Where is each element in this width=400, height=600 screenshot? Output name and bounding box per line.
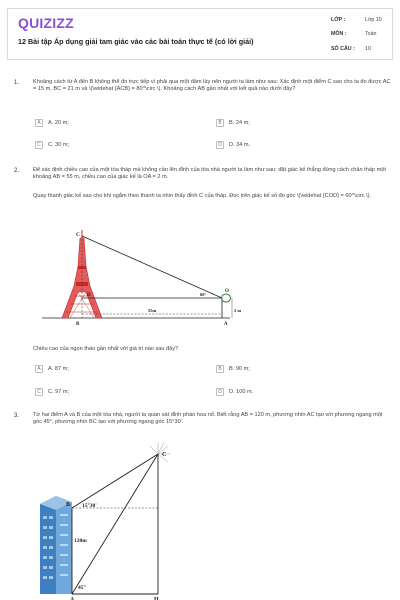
q2-option-b-badge[interactable]: B [216,365,224,373]
fireworks-icon [150,442,170,462]
class-label: LỚP : [331,17,346,23]
worksheet-title: 12 Bài tập Áp dụng giải tam giác vào các bài toán thực tế (có lời giải) [18,37,254,46]
q1-option-c-badge[interactable]: C [35,141,43,149]
question-count-value: 10 [365,46,371,52]
subject-label: MÔN : [331,31,347,37]
angle-a-label: 45° [78,585,86,591]
quizizz-logo: QUIZIZZ [18,15,74,31]
q1-option-a[interactable]: A. 20 m; [48,120,69,126]
q1-option-c[interactable]: C. 30 m; [48,142,70,148]
q2-option-a[interactable]: A. 87 m; [48,366,69,372]
q2-option-b[interactable]: B. 90 m; [229,366,250,372]
question-2-prompt: Chiều cao của ngọn tháo gần nhất với giá trị nào sau đây? [33,346,179,352]
q2-option-c-badge[interactable]: C [35,388,43,396]
sight-line [82,236,222,298]
label-b: B [66,502,71,508]
length-ab-label: 120m [74,538,87,544]
q2-option-d-badge[interactable]: D [216,388,224,396]
height-label: 2 m [234,308,242,313]
label-c: C [162,452,167,458]
question-3-number: 3. [14,413,20,419]
label-d: D [87,293,91,298]
q1-option-b[interactable]: B. 24 m; [229,120,250,126]
sight-line-ac [72,454,158,594]
label-a: A [224,322,228,326]
label-c: C [76,232,80,238]
question-2-number: 2. [14,168,20,174]
building-icon [40,496,72,594]
distance-label: 55m [148,308,157,313]
label-o: O [225,289,229,294]
q1-option-a-badge[interactable]: A [35,119,43,127]
question-count-label: SỐ CÂU : [331,46,355,52]
label-h: H [154,597,159,600]
label-b: B [76,322,80,326]
q1-option-d-badge[interactable]: D [216,141,224,149]
q1-option-b-badge[interactable]: B [216,119,224,127]
question-3-text: Từ hai điểm A và B của một tòa nhà, người ta quan sát đỉnh pháo hoa nổ. Biết rằng AB = 120 m, phương nhìn AC tạo với phương ngang một góc 45°, phương nhìn BC tạo với phương ngang góc 15°30'. [33,412,383,426]
class-value: Lớp 10 [365,17,382,23]
q1-option-d[interactable]: D. 34 m. [229,142,251,148]
tower-figure [40,226,270,326]
question-2-text-continued: Quay thanh giác kế sao cho khi ngắm theo thanh ta nhìn thấy đỉnh C của tháp. Đọc trên giác kế số đo góc \(\widehat {COD} = 60^\circ \). [33,193,371,199]
angle-label: 60° [200,292,207,297]
label-a: A [70,597,75,600]
sight-line-bc [72,454,158,508]
question-1-text: Khoảng cách từ A đến B không thể đo trực tiếp vì phải qua một đầm lầy nên người ta làm như sau: Xác định một điểm C sao cho ta đo được AC = 15 m, BC = 21 m và \(\widehat {ACB} = 80^\circ \). Khoảng cách AB gần nhất với kết quả nào dưới đây? [33,79,391,93]
worksheet-header [7,8,393,60]
q2-option-a-badge[interactable]: A [35,365,43,373]
question-1-number: 1. [14,80,20,86]
question-2-text: Để xác định chiều cao của một tòa tháp mà không cần lên đỉnh của tòa nhà người ta làm như sau: đặt giác kế thẳng đứng cách chân tháp một khoảng AB = 55 m, chiều cao của giác kế là OA = 2 m. [33,167,386,181]
goniometer-icon [222,294,231,302]
q2-option-c[interactable]: C. 97 m; [48,389,70,395]
angle-b-label: 15°30' [82,503,97,509]
fireworks-figure [30,440,190,600]
subject-value: Toán [365,31,377,37]
q2-option-d[interactable]: D. 100 m. [229,389,254,395]
